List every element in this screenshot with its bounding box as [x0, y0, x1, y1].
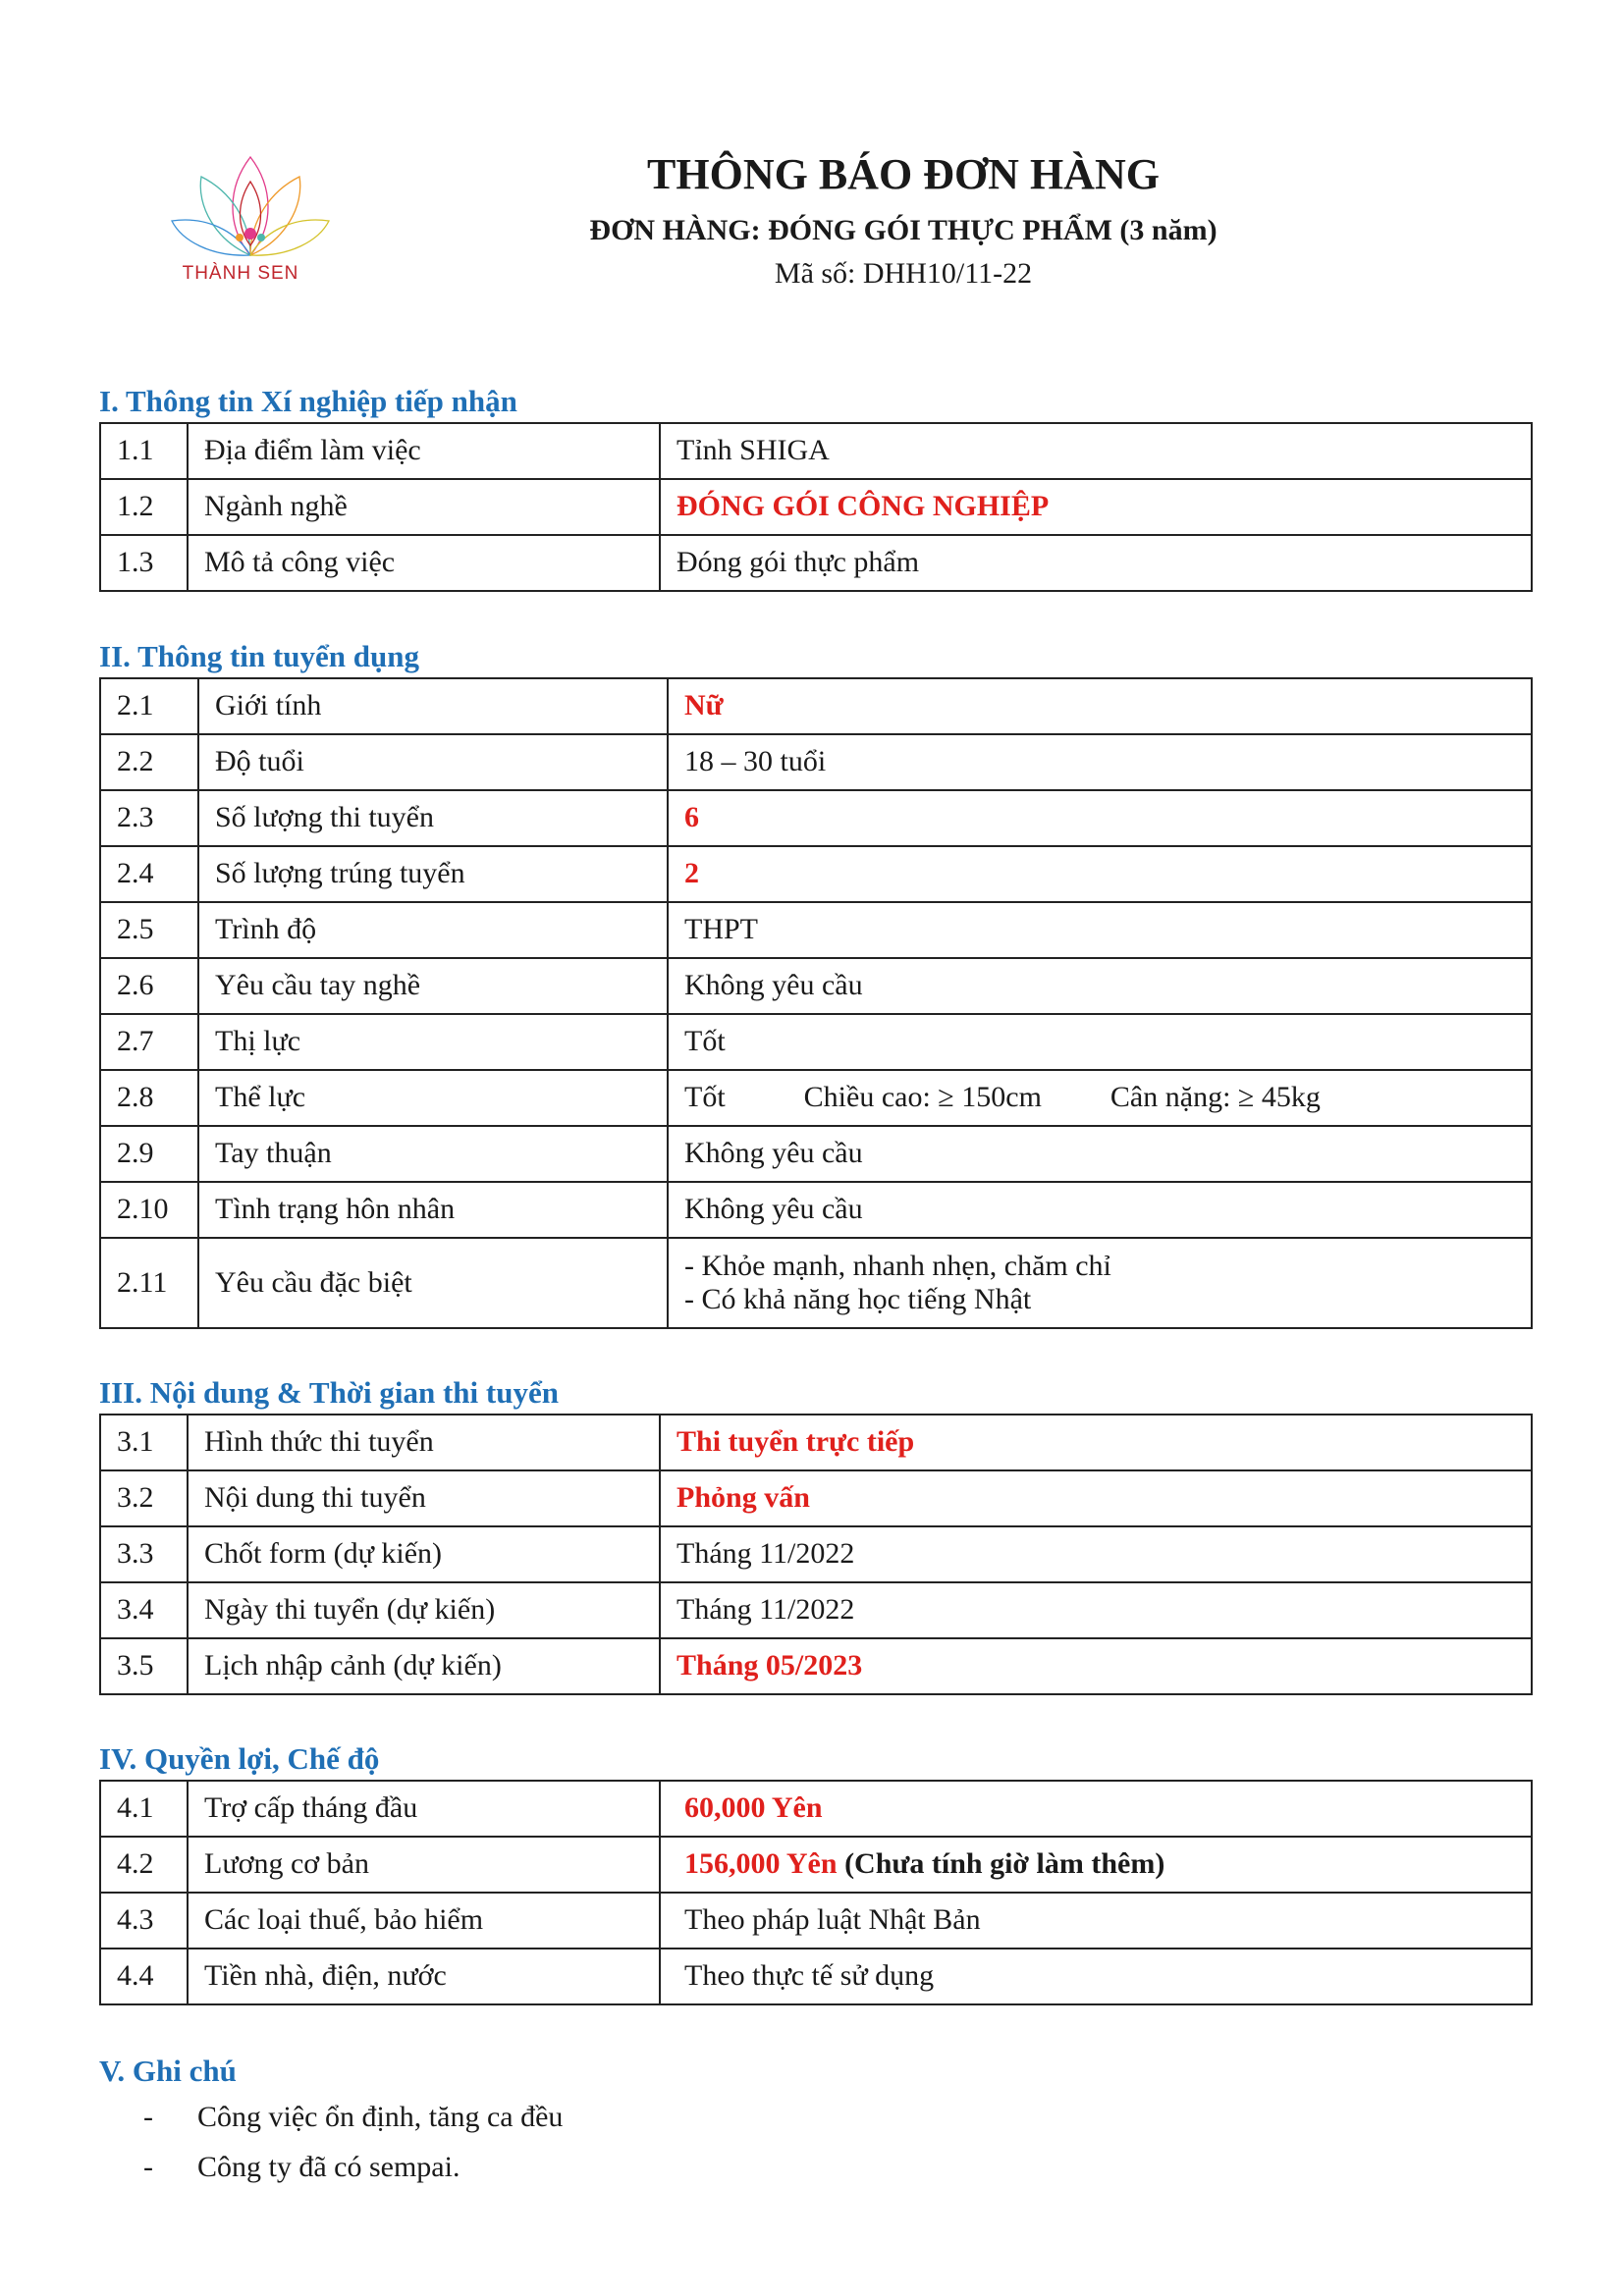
table-row — [100, 1182, 1532, 1238]
table-row — [100, 1837, 1532, 1893]
row-value: THPT — [668, 902, 1532, 958]
section-title: II. Thông tin tuyển dụng — [99, 639, 419, 673]
row-value — [668, 1070, 1532, 1126]
row-value: Đóng gói thực phẩm — [660, 535, 1532, 591]
row-label: Yêu cầu tay nghề — [198, 958, 668, 1014]
table-row — [100, 1949, 1532, 2004]
table-row — [100, 678, 1532, 734]
document-title: THÔNG BÁO ĐƠN HÀNG — [647, 150, 1160, 198]
row-value: Không yêu cầu — [668, 1126, 1532, 1182]
section-title: III. Nội dung & Thời gian thi tuyển — [99, 1375, 559, 1410]
lotus-icon — [167, 147, 334, 265]
fitness-value: Tốt — [684, 1081, 726, 1114]
table-row — [100, 1014, 1532, 1070]
row-number: 1.3 — [100, 535, 188, 591]
notes-list — [99, 2092, 1533, 2192]
row-value: 18 – 30 tuổi — [668, 734, 1532, 790]
weight-requirement: Cân nặng: ≥ 45kg — [1109, 1081, 1321, 1114]
note-text: Công ty đã có sempai. — [197, 2151, 460, 2183]
row-label: Độ tuổi — [198, 734, 668, 790]
section-exam-info — [99, 1372, 1533, 1695]
row-number: 2.10 — [100, 1182, 198, 1238]
table-row — [100, 1470, 1532, 1526]
row-number: 2.2 — [100, 734, 198, 790]
row-number: 4.2 — [100, 1837, 188, 1893]
row-number: 1.1 — [100, 423, 188, 479]
table-row — [100, 1781, 1532, 1837]
row-label: Số lượng trúng tuyển — [198, 846, 668, 902]
section-title: IV. Quyền lợi, Chế độ — [99, 1741, 380, 1776]
logo-text: THÀNH SEN — [182, 263, 299, 284]
row-label: Giới tính — [198, 678, 668, 734]
row-label: Số lượng thi tuyển — [198, 790, 668, 846]
row-label: Địa điểm làm việc — [188, 423, 660, 479]
table-row — [100, 1126, 1532, 1182]
row-label: Thể lực — [198, 1070, 668, 1126]
row-label: Trình độ — [198, 902, 668, 958]
height-requirement: Chiều cao: ≥ 150cm — [803, 1081, 1042, 1114]
table-row — [100, 423, 1532, 479]
row-value: Không yêu cầu — [668, 958, 1532, 1014]
row-value — [660, 1837, 1532, 1893]
table-row — [100, 1893, 1532, 1949]
row-number: 2.6 — [100, 958, 198, 1014]
row-label: Tay thuận — [198, 1126, 668, 1182]
list-item — [99, 2092, 1533, 2142]
row-number: 4.1 — [100, 1781, 188, 1837]
section-title: V. Ghi chú — [99, 2054, 237, 2088]
table-row — [100, 734, 1532, 790]
row-value: Phỏng vấn — [660, 1470, 1532, 1526]
row-label: Tình trạng hôn nhân — [198, 1182, 668, 1238]
section-enterprise-info — [99, 381, 1533, 592]
row-number: 3.3 — [100, 1526, 188, 1582]
note-text: Công việc ổn định, tăng ca đều — [197, 2101, 564, 2133]
row-value: Tốt — [668, 1014, 1532, 1070]
row-number: 2.8 — [100, 1070, 198, 1126]
row-label: Ngày thi tuyển (dự kiến) — [188, 1582, 660, 1638]
section-recruitment-info — [99, 636, 1533, 1329]
company-logo — [167, 147, 344, 294]
row-value: Tháng 05/2023 — [660, 1638, 1532, 1694]
table-row — [100, 1638, 1532, 1694]
table-row — [100, 1070, 1532, 1126]
row-value: ĐÓNG GÓI CÔNG NGHIỆP — [660, 479, 1532, 535]
row-number: 3.4 — [100, 1582, 188, 1638]
row-label: Yêu cầu đặc biệt — [198, 1238, 668, 1328]
special-requirement-line: - Khỏe mạnh, nhanh nhẹn, chăm chỉ — [684, 1249, 1111, 1282]
document-subtitle: ĐƠN HÀNG: ĐÓNG GÓI THỰC PHẨM (3 năm) — [589, 214, 1217, 246]
enterprise-table — [99, 422, 1533, 592]
row-label: Mô tả công việc — [188, 535, 660, 591]
table-row — [100, 958, 1532, 1014]
special-requirement-line: - Có khả năng học tiếng Nhật — [684, 1283, 1032, 1315]
row-number: 3.5 — [100, 1638, 188, 1694]
row-number: 4.3 — [100, 1893, 188, 1949]
row-number: 2.1 — [100, 678, 198, 734]
row-label: Thị lực — [198, 1014, 668, 1070]
table-row — [100, 1526, 1532, 1582]
table-row — [100, 846, 1532, 902]
list-item — [99, 2142, 1533, 2192]
table-row — [100, 790, 1532, 846]
row-number: 2.3 — [100, 790, 198, 846]
table-row — [100, 479, 1532, 535]
row-label: Tiền nhà, điện, nước — [188, 1949, 660, 2004]
bullet: - — [143, 2151, 153, 2183]
row-value: 2 — [668, 846, 1532, 902]
row-value: Không yêu cầu — [668, 1182, 1532, 1238]
row-number: 2.4 — [100, 846, 198, 902]
section-benefits — [99, 1738, 1533, 2005]
salary-value: 156,000 Yên — [684, 1847, 838, 1881]
table-row — [100, 1582, 1532, 1638]
row-number: 3.1 — [100, 1415, 188, 1470]
row-number: 2.7 — [100, 1014, 198, 1070]
table-row — [100, 902, 1532, 958]
row-label: Trợ cấp tháng đầu — [188, 1781, 660, 1837]
row-label: Lịch nhập cảnh (dự kiến) — [188, 1638, 660, 1694]
table-row — [100, 535, 1532, 591]
row-number: 1.2 — [100, 479, 188, 535]
row-value: Tháng 11/2022 — [660, 1582, 1532, 1638]
row-value — [668, 1238, 1532, 1328]
row-number: 2.5 — [100, 902, 198, 958]
salary-note: (Chưa tính giờ làm thêm) — [844, 1847, 1165, 1881]
section-title: I. Thông tin Xí nghiệp tiếp nhận — [99, 384, 517, 418]
row-label: Hình thức thi tuyển — [188, 1415, 660, 1470]
row-label: Lương cơ bản — [188, 1837, 660, 1893]
bullet: - — [143, 2101, 153, 2133]
row-value: Tỉnh SHIGA — [660, 423, 1532, 479]
section-notes — [99, 2051, 1533, 2192]
row-number: 2.9 — [100, 1126, 198, 1182]
row-number: 2.11 — [100, 1238, 198, 1328]
row-value: Thi tuyển trực tiếp — [660, 1415, 1532, 1470]
row-label: Ngành nghề — [188, 479, 660, 535]
table-row — [100, 1238, 1532, 1328]
row-value: Theo thực tế sử dụng — [660, 1949, 1532, 2004]
recruitment-table — [99, 677, 1533, 1329]
row-value: Tháng 11/2022 — [660, 1526, 1532, 1582]
document-code: Mã số: DHH10/11-22 — [774, 257, 1033, 290]
row-value: Nữ — [668, 678, 1532, 734]
row-label: Nội dung thi tuyển — [188, 1470, 660, 1526]
row-label: Chốt form (dự kiến) — [188, 1526, 660, 1582]
row-number: 4.4 — [100, 1949, 188, 2004]
row-value: Theo pháp luật Nhật Bản — [660, 1893, 1532, 1949]
row-number: 3.2 — [100, 1470, 188, 1526]
row-label: Các loại thuế, bảo hiểm — [188, 1893, 660, 1949]
table-row — [100, 1415, 1532, 1470]
row-value: 60,000 Yên — [660, 1781, 1532, 1837]
exam-table — [99, 1414, 1533, 1695]
row-value: 6 — [668, 790, 1532, 846]
benefits-table — [99, 1780, 1533, 2005]
